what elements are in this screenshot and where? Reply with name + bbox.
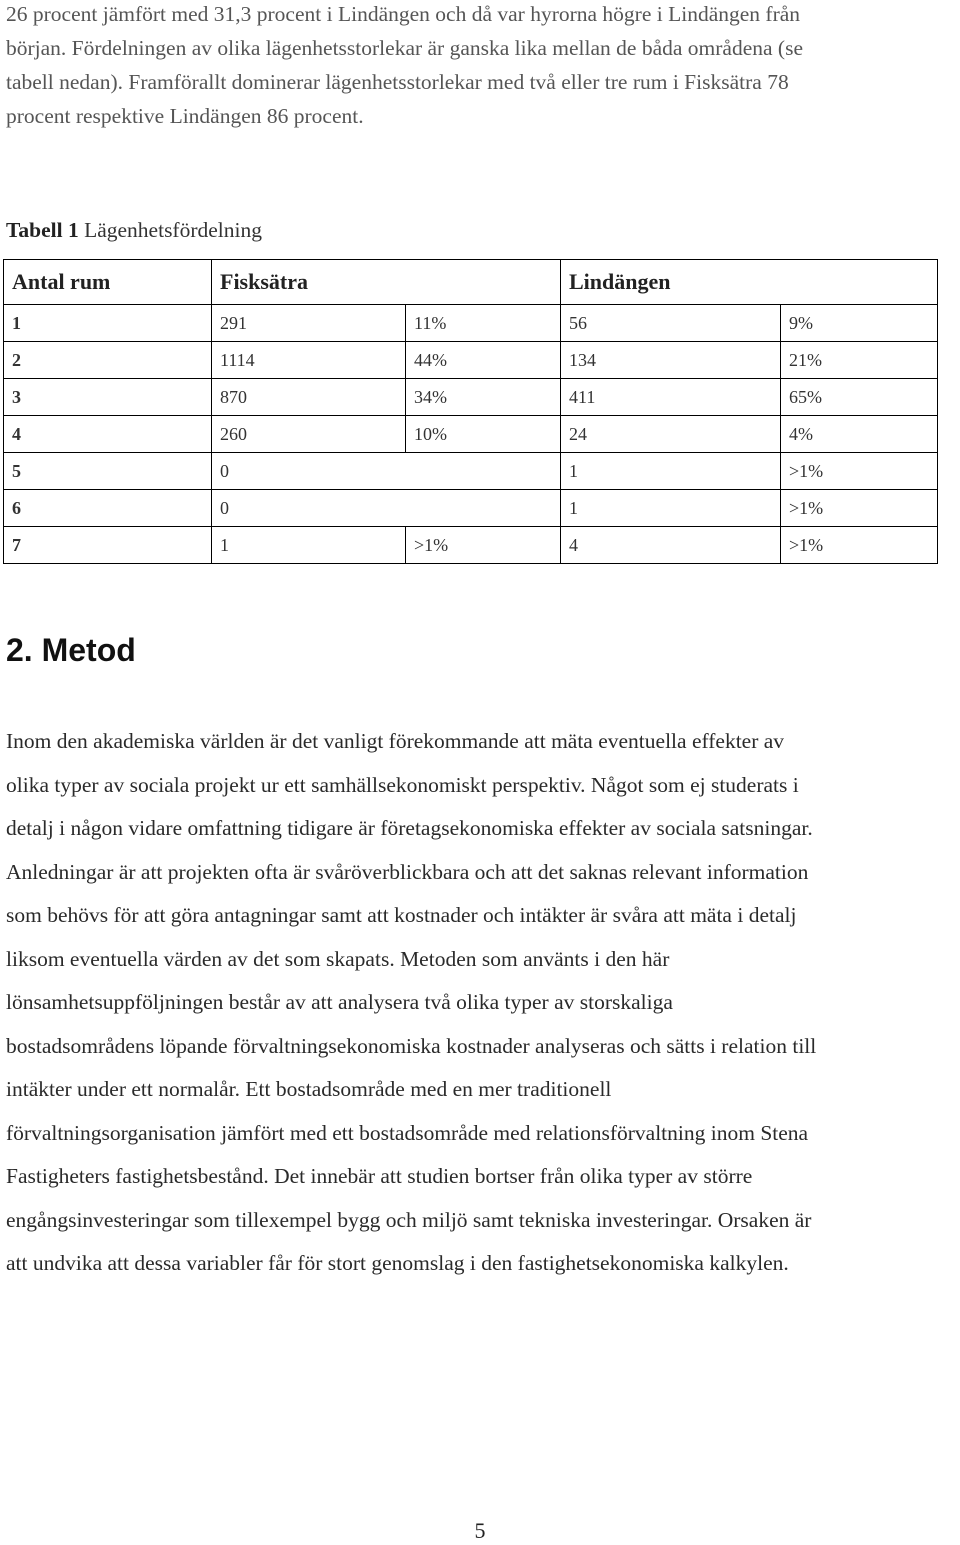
body-line: att undvika att dessa variabler får för stort genomslag i den fastighetsekonomiska kalkylen. [6,1251,789,1275]
intro-line: procent respektive Lindängen 86 procent. [6,104,364,128]
cell-fisksatra-count: 870 [212,379,406,416]
body-line: lönsamhetsuppföljningen består av att analysera två olika typer av storskaliga [6,990,673,1014]
cell-lindangen-count: 4 [561,527,781,564]
cell-fisksatra-count: 260 [212,416,406,453]
table-header-row [4,260,938,305]
apartment-distribution-table [3,259,938,564]
page-number: 5 [474,1518,486,1543]
header-fisksatra: Fisksätra [212,260,561,305]
body-line: detalj i någon vidare omfattning tidigare är företagsekonomiska effekter av sociala satsningar. [6,816,813,840]
table-caption-label: Tabell 1 [6,218,79,242]
cell-rooms: 2 [4,342,212,379]
header-rooms: Antal rum [4,260,212,305]
cell-lindangen-count: 56 [561,305,781,342]
cell-lindangen-count: 1 [561,490,781,527]
cell-lindangen-count: 134 [561,342,781,379]
cell-lindangen-pct: >1% [781,527,938,564]
cell-fisksatra-pct: 44% [406,342,561,379]
table-row [4,416,938,453]
table-caption [6,215,262,245]
body-line: intäkter under ett normalår. Ett bostadsområde med en mer traditionell [6,1077,612,1101]
intro-paragraph [6,0,956,133]
cell-lindangen-count: 1 [561,453,781,490]
cell-rooms: 6 [4,490,212,527]
cell-fisksatra-count: 1114 [212,342,406,379]
cell-rooms: 5 [4,453,212,490]
cell-lindangen-pct: 9% [781,305,938,342]
body-line: Inom den akademiska världen är det vanligt förekommande att mäta eventuella effekter av [6,729,785,753]
cell-lindangen-pct: 65% [781,379,938,416]
body-line: engångsinvesteringar som tillexempel bygg och miljö samt tekniska investeringar. Orsaken är [6,1207,812,1232]
cell-fisksatra-pct: 11% [406,305,561,342]
body-line: bostadsområdens löpande förvaltningsekonomiska kostnader analyseras och sätts i relation till [6,1033,817,1058]
intro-line: början. Fördelningen av olika lägenhetsstorlekar är ganska lika mellan de båda områdena (se [6,36,804,60]
table-caption-text: Lägenhetsfördelning [84,218,262,242]
table-row [4,305,938,342]
cell-rooms: 1 [4,305,212,342]
cell-fisksatra-pct [406,453,561,490]
body-line: som behövs för att göra antagningar samt att kostnader och intäkter är svåra att mäta i detalj [6,903,797,927]
cell-lindangen-pct: >1% [781,490,938,527]
table-row [4,453,938,490]
table-row [4,342,938,379]
cell-fisksatra-pct: 10% [406,416,561,453]
table-row [4,379,938,416]
cell-fisksatra-pct [406,490,561,527]
section-body [6,720,958,1286]
cell-lindangen-pct: >1% [781,453,938,490]
cell-fisksatra-count: 0 [212,490,406,527]
cell-fisksatra-count: 1 [212,527,406,564]
cell-lindangen-pct: 4% [781,416,938,453]
cell-lindangen-pct: 21% [781,342,938,379]
cell-fisksatra-count: 291 [212,305,406,342]
section-heading: 2. Metod [6,632,136,668]
cell-lindangen-count: 24 [561,416,781,453]
header-lindangen: Lindängen [561,260,938,305]
cell-fisksatra-pct: 34% [406,379,561,416]
cell-rooms: 3 [4,379,212,416]
body-line: förvaltningsorganisation jämfört med ett bostadsområde med relationsförvaltning inom Stena [6,1120,809,1145]
body-line: olika typer av sociala projekt ur ett samhällsekonomiskt perspektiv. Något som ej studerats i [6,772,799,797]
cell-fisksatra-count: 0 [212,453,406,490]
table-row [4,527,938,564]
cell-rooms: 4 [4,416,212,453]
body-line: liksom eventuella värden av det som skapats. Metoden som använts i den här [6,946,670,971]
intro-line: tabell nedan). Framförallt dominerar lägenhetsstorlekar med två eller tre rum i Fisksätra 78 [6,70,789,94]
intro-line: 26 procent jämfört med 31,3 procent i Lindängen och då var hyrorna högre i Lindängen från [6,2,801,26]
body-line: Fastigheters fastighetsbestånd. Det innebär att studien bortser från olika typer av större [6,1164,753,1188]
body-line: Anledningar är att projekten ofta är svåröverblickbara och att det saknas relevant information [6,859,809,884]
cell-fisksatra-pct: >1% [406,527,561,564]
table-row [4,490,938,527]
cell-rooms: 7 [4,527,212,564]
cell-lindangen-count: 411 [561,379,781,416]
